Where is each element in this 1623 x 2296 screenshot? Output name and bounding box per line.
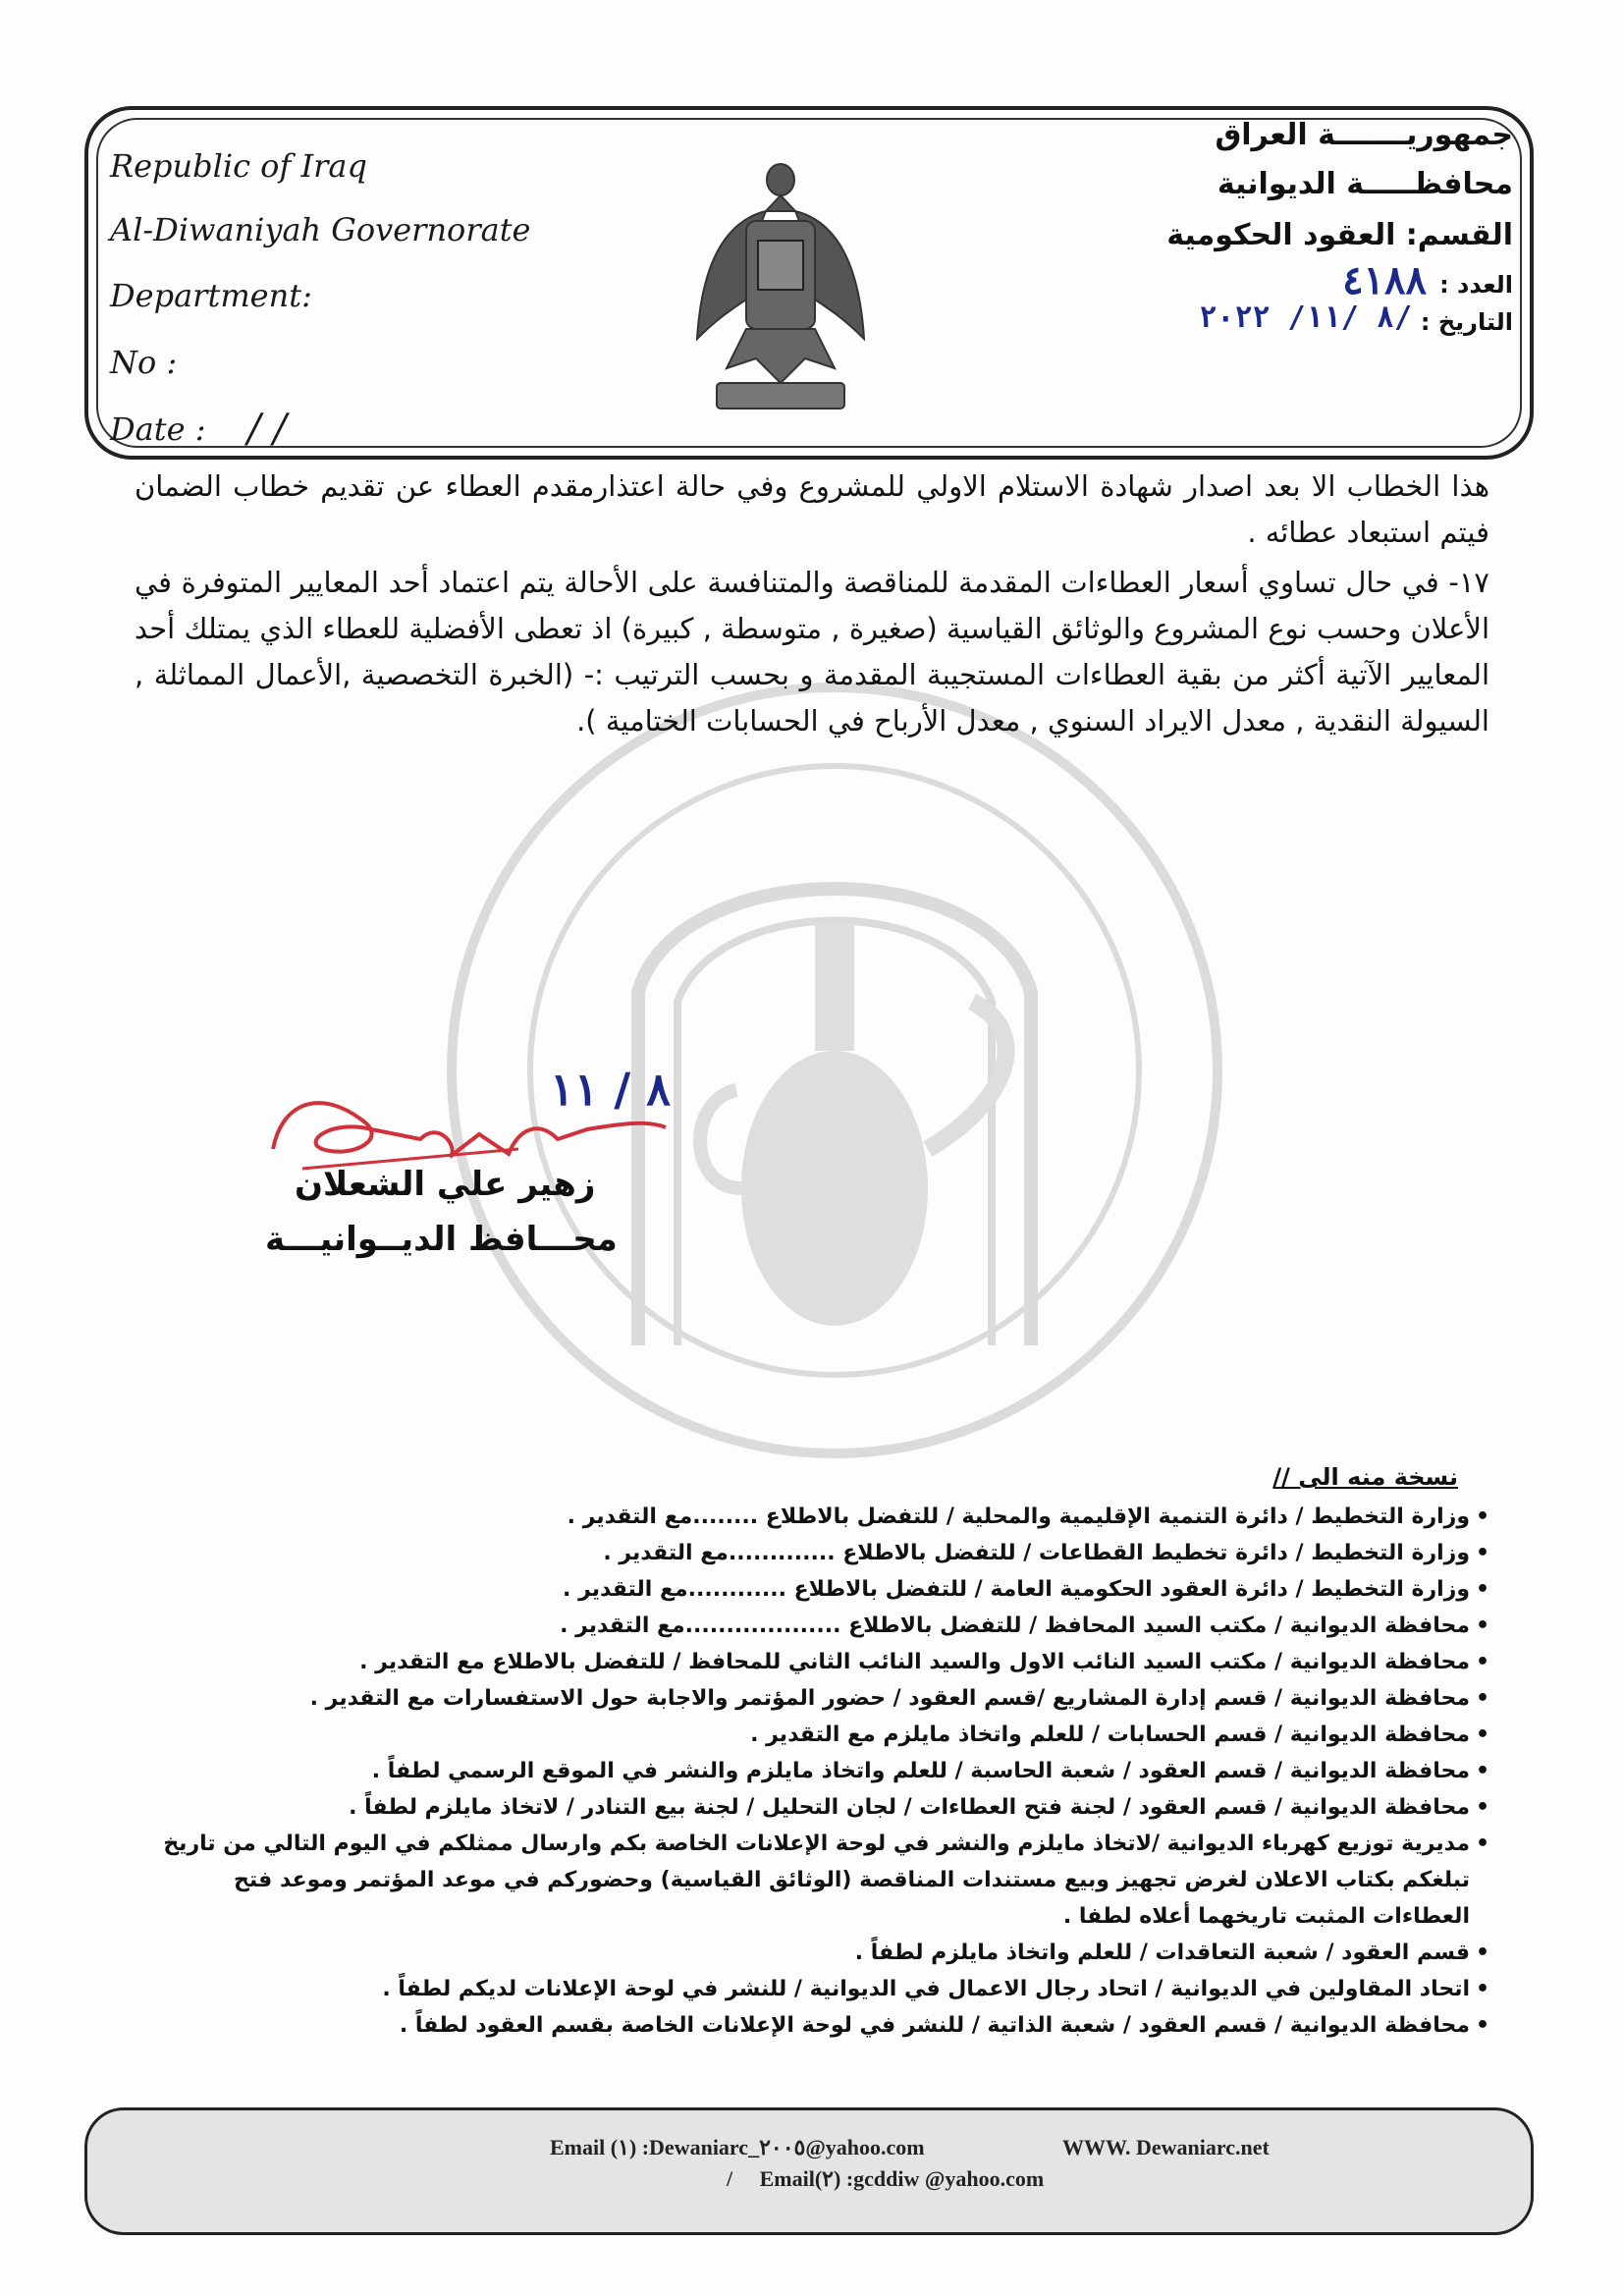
header-date-label-ar: التاريخ : — [1420, 308, 1513, 336]
footer-email-2[interactable]: / Email(٢) :gcddiw @yahoo.com — [727, 2166, 1045, 2191]
distribution-item: • وزارة التخطيط / دائرة التنمية الإقليمية والمحلية / للتفضل بالاطلاع ........مع التقدير . — [154, 1499, 1489, 1535]
header-number-value-ar: ٤١٨٨ — [1342, 257, 1427, 303]
distribution-item: • قسم العقود / شعبة التعاقدات / للعلم واتخاذ مايلزم لطفاً . — [154, 1935, 1489, 1971]
header-country-en: Republic of Iraq — [110, 147, 367, 185]
header-date-value-ar: ٨ /١١/ ٢٠٢٢/ — [1199, 301, 1412, 335]
signatory-title: محـــافظ الديــوانيـــة — [265, 1220, 618, 1259]
distribution-item: • محافظة الديوانية / قسم العقود / لجنة فتح العطاءات / لجان التحليل / لجنة بيع التنادر / لاتخاذ مايلزم لطفاً . — [154, 1789, 1489, 1826]
distribution-item: • محافظة الديوانية / قسم الحسابات / للعلم واتخاذ مايلزم مع التقدير . — [154, 1717, 1489, 1753]
distribution-item: • محافظة الديوانية / قسم العقود / شعبة الحاسبة / للعلم واتخاذ مايلزم والنشر في الموقع الرسمي لطفاً . — [154, 1753, 1489, 1789]
footer-website[interactable]: WWW. Dewaniarc.net — [1062, 2135, 1270, 2159]
distribution-title: نسخة منه الى // — [1272, 1463, 1458, 1491]
distribution-item: • محافظة الديوانية / مكتب السيد المحافظ / للتفضل بالاطلاع ...................مع التقدير . — [154, 1608, 1489, 1644]
header-country-ar: جمهوريـــــــة العراق — [1215, 118, 1513, 152]
distribution-item: • اتحاد المقاولين في الديوانية / اتحاد رجال الاعمال في الديوانية / للنشر في لوحة الإعلانات لديكم لطفاً . — [154, 1971, 1489, 2007]
signatory-name: زهير علي الشعلان — [295, 1165, 596, 1204]
header-number-label-ar: العدد : — [1439, 271, 1513, 299]
distribution-item: • مديرية توزيع كهرباء الديوانية /لاتخاذ مايلزم والنشر في لوحة الإعلانات الخاصة بكم وارسال ممثلكم في اليوم التالي من تاريخ تبلغكم بكتاب الاعلان لغرض تجهيز وبيع مستندات المناقصة (الوثائق القياسية) وحضوركم في موعد المؤتمر وموعد فتح العطاءات المثبت تاريخهما أعلاه لطفا . — [154, 1826, 1489, 1935]
header-date-en: Date : — [110, 410, 206, 448]
header-no-en: No : — [110, 344, 178, 381]
iraq-eagle-emblem-icon — [687, 152, 874, 417]
distribution-item: • وزارة التخطيط / دائرة العقود الحكومية العامة / للتفضل بالاطلاع ............مع التقدير . — [154, 1571, 1489, 1608]
header-department-ar: القسم: العقود الحكومية — [1166, 218, 1513, 252]
distribution-item: • محافظة الديوانية / قسم إدارة المشاريع /قسم العقود / حضور المؤتمر والاجابة حول الاستفسارات مع التقدير . — [154, 1680, 1489, 1717]
header-governorate-en: Al-Diwaniyah Governorate — [110, 211, 531, 248]
signature-handwritten-date: ٨ / ١١ — [550, 1063, 671, 1116]
body-item-17: ١٧- في حال تساوي أسعار العطاءات المقدمة للمناقصة والمتنافسة على الأحالة يتم اعتماد أحد المعايير المتوفرة في الأعلان وحسب نوع المشروع والوثائق القياسية (صغيرة , متوسطة , كبيرة) اذ تعطى الأفضلية للعطاء الذي يمتلك أحد المعايير الآتية أكثر من بقية العطاءات المستجيبة المقدمة و بحسب الترتيب :- (الخبرة التخصصية ,الأعمال المماثلة , السيولة النقدية , معدل الايراد السنوي , معدل الأرباح في الحسابات الختامية ). — [135, 566, 1489, 738]
header-governorate-ar: محافظـــــة الديوانية — [1217, 167, 1513, 201]
body-paragraph-continued: هذا الخطاب الا بعد اصدار شهادة الاستلام الاولي للمشروع وفي حالة اعتذارمقدم العطاء عن تقديم خطاب الضمان فيتم استبعاد عطائه . — [135, 469, 1489, 549]
header-date-slashes-en: / / — [247, 407, 287, 452]
header-department-en: Department: — [110, 277, 312, 314]
distribution-list — [154, 1499, 1489, 2044]
distribution-item: • محافظة الديوانية / مكتب السيد النائب الاول والسيد النائب الثاني للمحافظ / للتفضل بالاطلاع مع التقدير . — [154, 1644, 1489, 1680]
distribution-item: • وزارة التخطيط / دائرة تخطيط القطاعات / للتفضل بالاطلاع .............مع التقدير . — [154, 1535, 1489, 1571]
watermark-seal-icon — [363, 678, 1306, 1463]
distribution-item: • محافظة الديوانية / قسم العقود / شعبة الذاتية / للنشر في لوحة الإعلانات الخاصة بقسم العقود لطفاً . — [154, 2007, 1489, 2044]
footer-email-1[interactable]: Email (١) :Dewaniarc_٢٠٠٥@yahoo.com — [550, 2135, 925, 2159]
